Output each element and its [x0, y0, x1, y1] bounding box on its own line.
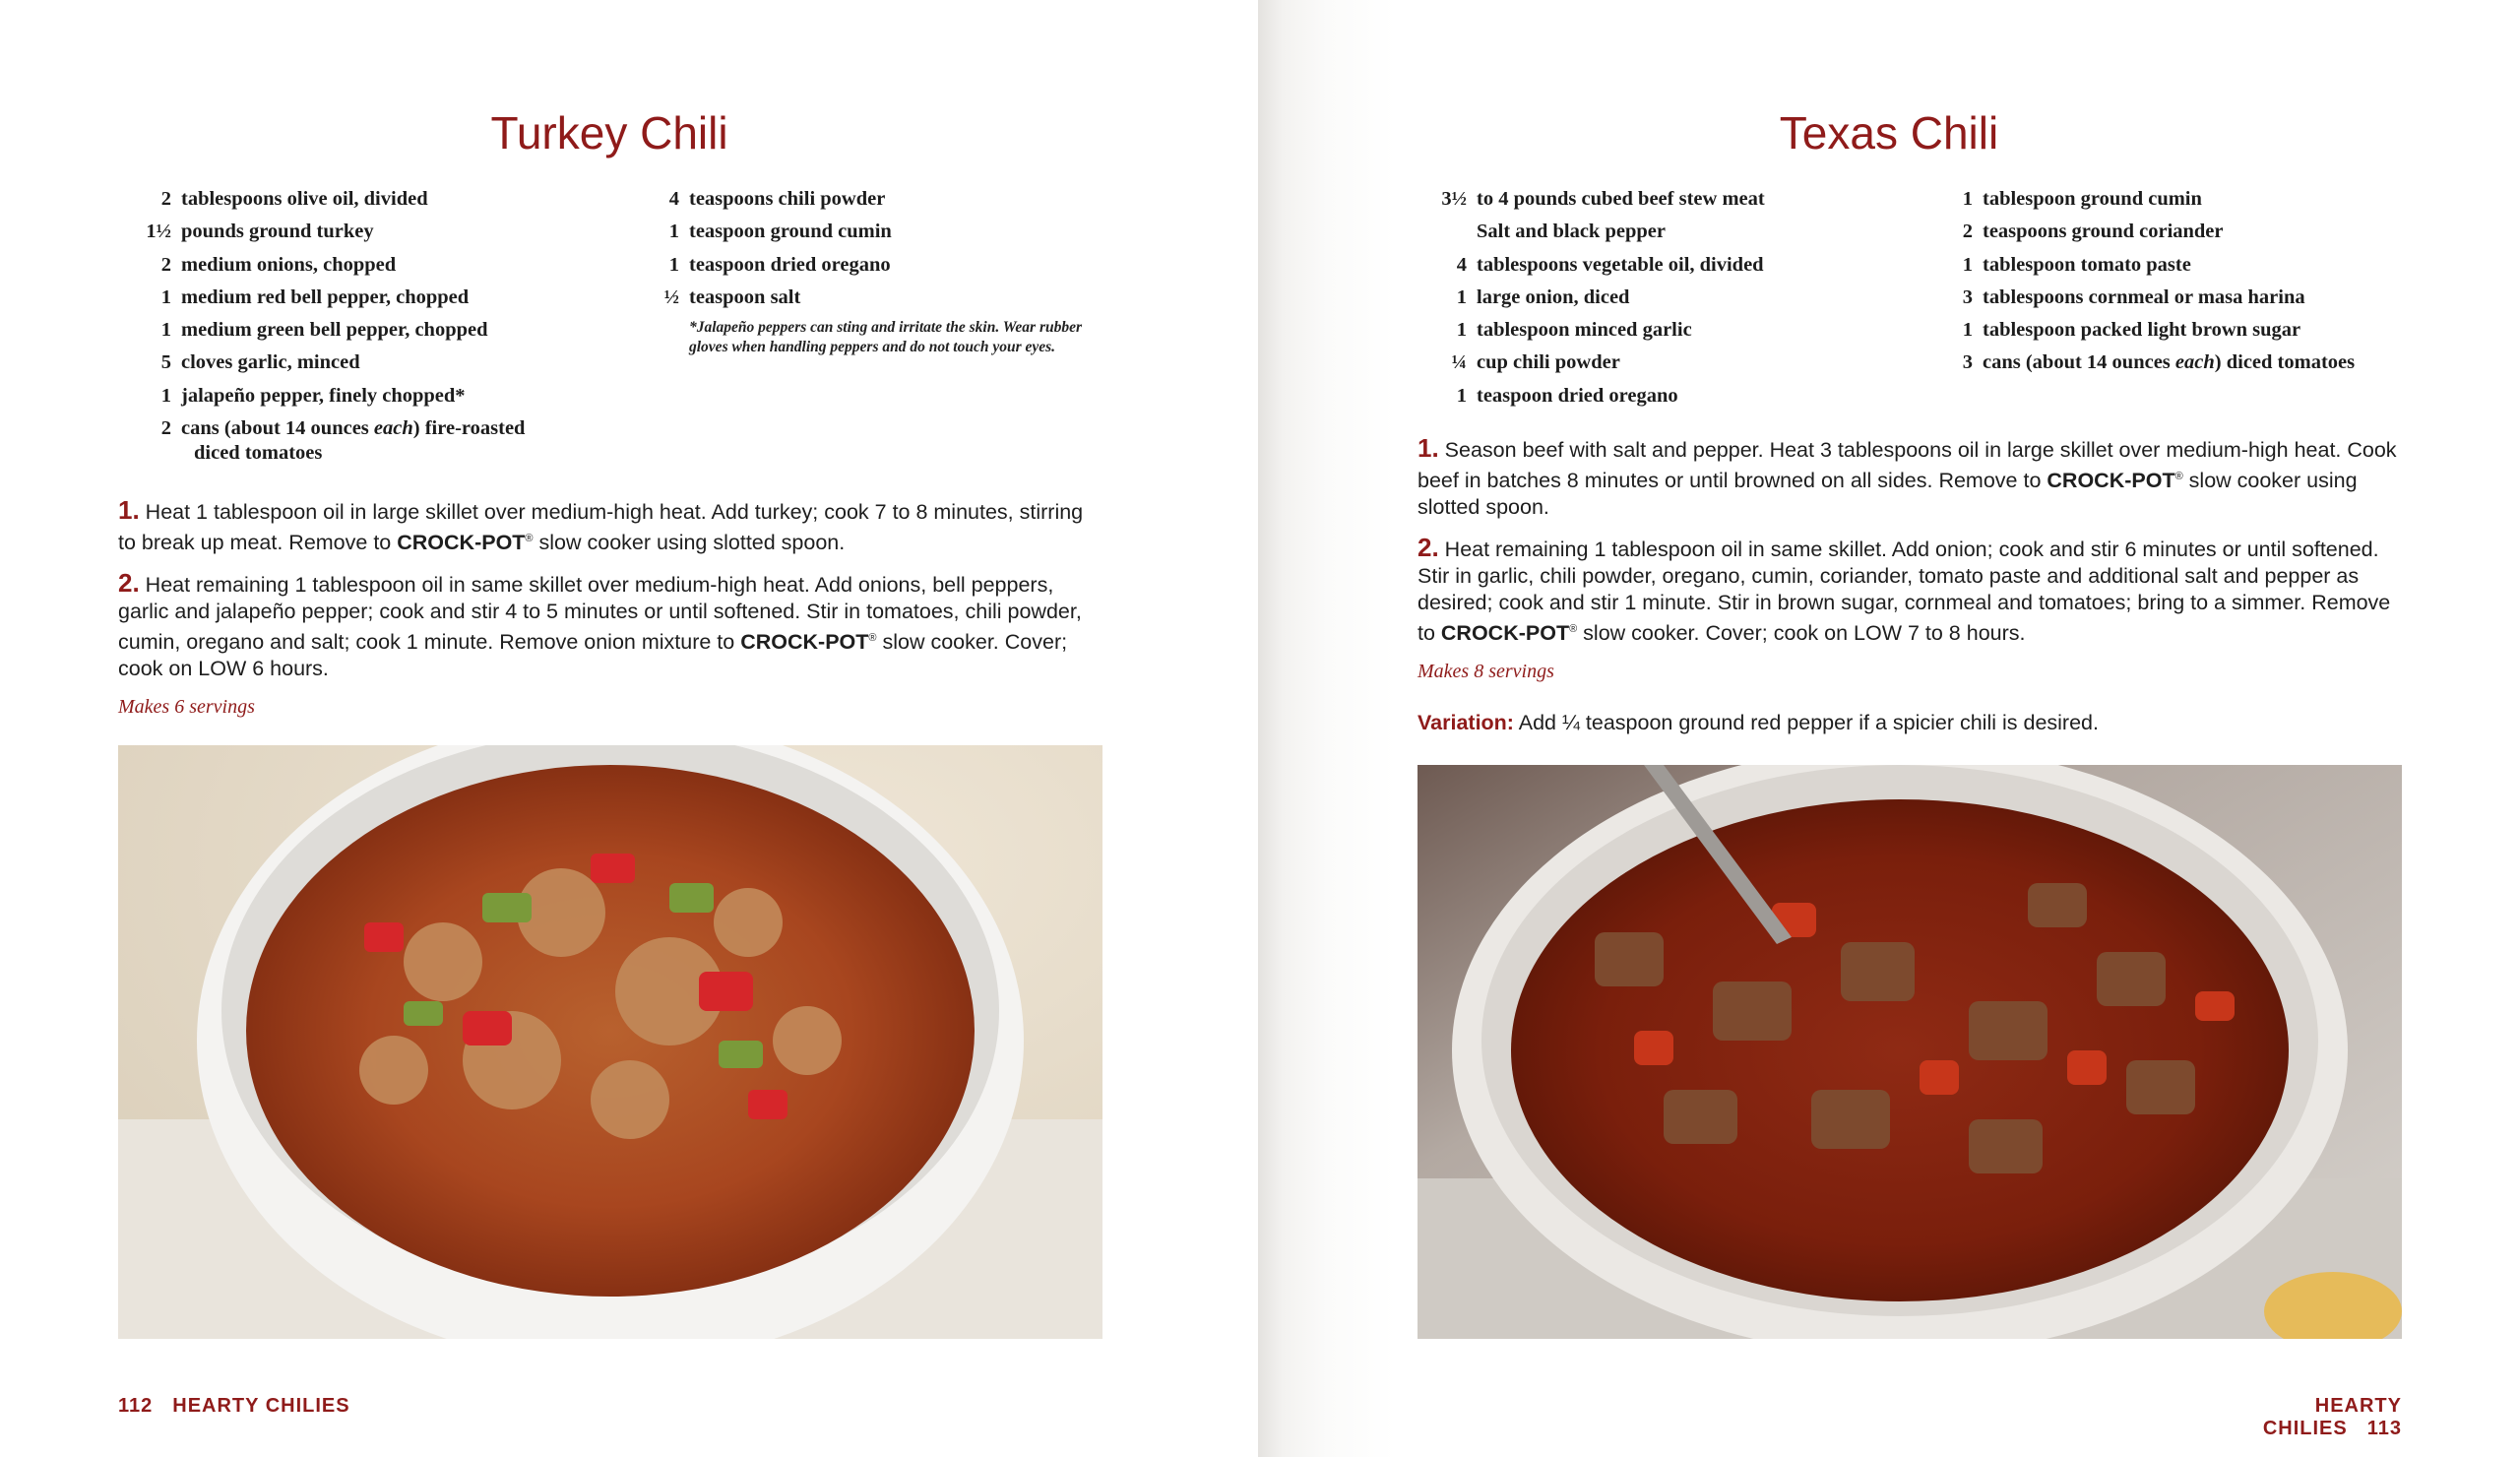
- variation-note: Variation: Add ¼ teaspoon ground red pepper if a spicier chili is desired.: [1418, 711, 2099, 735]
- ingredient: 1 tablespoon tomato paste: [1962, 253, 2191, 276]
- step-1: 1. Season beef with salt and pepper. Heat 3 tablespoons oil in large skillet over medium-high heat. Cook beef in batches 8 minutes or until browned on all sides. Remove to CROCK-POT® slow cooker using slotted spoon.: [1418, 433, 2397, 520]
- ingredient: 1 tablespoon minced garlic: [1456, 319, 1692, 342]
- texas-chili-photo: [1418, 765, 2402, 1339]
- recipe-title-texas-chili: Texas Chili: [1779, 107, 1999, 158]
- ingredient: 1 medium red bell pepper, chopped: [160, 285, 470, 308]
- ingredient: 1 teaspoon ground cumin: [668, 221, 892, 243]
- servings: Makes 8 servings: [1418, 661, 1554, 683]
- footer-left: [118, 1395, 350, 1418]
- step-2: 2. Heat remaining 1 tablespoon oil in same skillet over medium-high heat. Add onions, bell peppers, garlic and jalapeño pepper; cook and stir 4 to 5 minutes or until softened. Stir in tomatoes, chili powder, cumin, oregano and salt; cook 1 minute. Remove onion mixture to CROCK-POT® slow cooker. Cover; cook on LOW 6 hours.: [118, 568, 1082, 681]
- ingredient: 1 teaspoon dried oregano: [1456, 384, 1678, 407]
- ingredient: 2 medium onions, chopped: [160, 253, 397, 276]
- ingredient: 1 medium green bell pepper, chopped: [160, 319, 488, 342]
- ingredient: 1 large onion, diced: [1456, 285, 1630, 308]
- ingredient: 1 jalapeño pepper, finely chopped*: [160, 384, 466, 407]
- ingredients-column-2: [640, 187, 1093, 357]
- ingredient: Salt and black pepper: [1477, 221, 1666, 243]
- servings: Makes 6 servings: [118, 696, 255, 719]
- ingredient: 2 cans (about 14 ounces each) fire-roasted diced tomatoes: [160, 417, 526, 465]
- section-name: HEARTY CHILIES: [2262, 1395, 2402, 1439]
- texas-chili-image: [1418, 765, 2402, 1339]
- ingredient: 1 teaspoon dried oregano: [668, 253, 891, 276]
- directions: [1418, 435, 2402, 757]
- page-number: 112: [118, 1395, 154, 1417]
- directions: [118, 497, 1102, 719]
- jalapeno-note: *Jalapeño peppers can sting and irritate the skin. Wear rubber gloves when handling peppers and do not touch your eyes.: [689, 319, 1083, 356]
- ingredient: 1 tablespoon ground cumin: [1962, 188, 2202, 210]
- ingredient: 3 tablespoons cornmeal or masa harina: [1962, 285, 2305, 308]
- step-2: 2. Heat remaining 1 tablespoon oil in same skillet. Add onion; cook and stir 6 minutes or until softened. Stir in garlic, chili powder, oregano, cumin, coriander, tomato paste and additional salt and pepper as desired; cook and stir 1 minute. Stir in brown sugar, cornmeal and tomatoes; bring to a simmer. Remove to CROCK-POT® slow cooker. Cover; cook on LOW 7 to 8 hours.: [1418, 533, 2391, 646]
- ingredient: 1 tablespoon packed light brown sugar: [1962, 319, 2301, 342]
- page-number: 113: [2366, 1418, 2402, 1439]
- turkey-chili-image: [118, 745, 1102, 1339]
- ingredients-column-1: [132, 187, 565, 474]
- ingredient: 4 tablespoons vegetable oil, divided: [1456, 253, 1764, 276]
- ingredient: 5 cloves garlic, minced: [160, 351, 360, 374]
- ingredient: 3 cans (about 14 ounces each) diced tomatoes: [1962, 351, 2356, 374]
- ingredient: 3½ to 4 pounds cubed beef stew meat: [1441, 188, 1765, 210]
- ingredient: ½ teaspoon salt: [663, 285, 801, 308]
- ingredient: ¼ cup chili powder: [1451, 351, 1620, 374]
- ingredient: 1½ pounds ground turkey: [146, 221, 374, 243]
- footer-right: [2174, 1395, 2402, 1440]
- ingredient: 2 teaspoons ground coriander: [1962, 221, 2224, 243]
- ingredients-column-2: [1933, 187, 2396, 384]
- ingredient: 2 tablespoons olive oil, divided: [160, 188, 428, 210]
- ingredient: 4 teaspoons chili powder: [668, 188, 886, 210]
- ingredients-column-1: [1427, 187, 1841, 416]
- right-page: [1258, 0, 2520, 1457]
- step-1: 1. Heat 1 tablespoon oil in large skillet over medium-high heat. Add turkey; cook 7 to 8 minutes, stirring to break up meat. Remove to CROCK-POT® slow cooker using slotted spoon.: [118, 495, 1084, 555]
- left-page: [0, 0, 1258, 1457]
- recipe-title-turkey-chili: Turkey Chili: [490, 107, 728, 158]
- turkey-chili-photo: [118, 745, 1102, 1339]
- section-name: HEARTY CHILIES: [172, 1395, 350, 1417]
